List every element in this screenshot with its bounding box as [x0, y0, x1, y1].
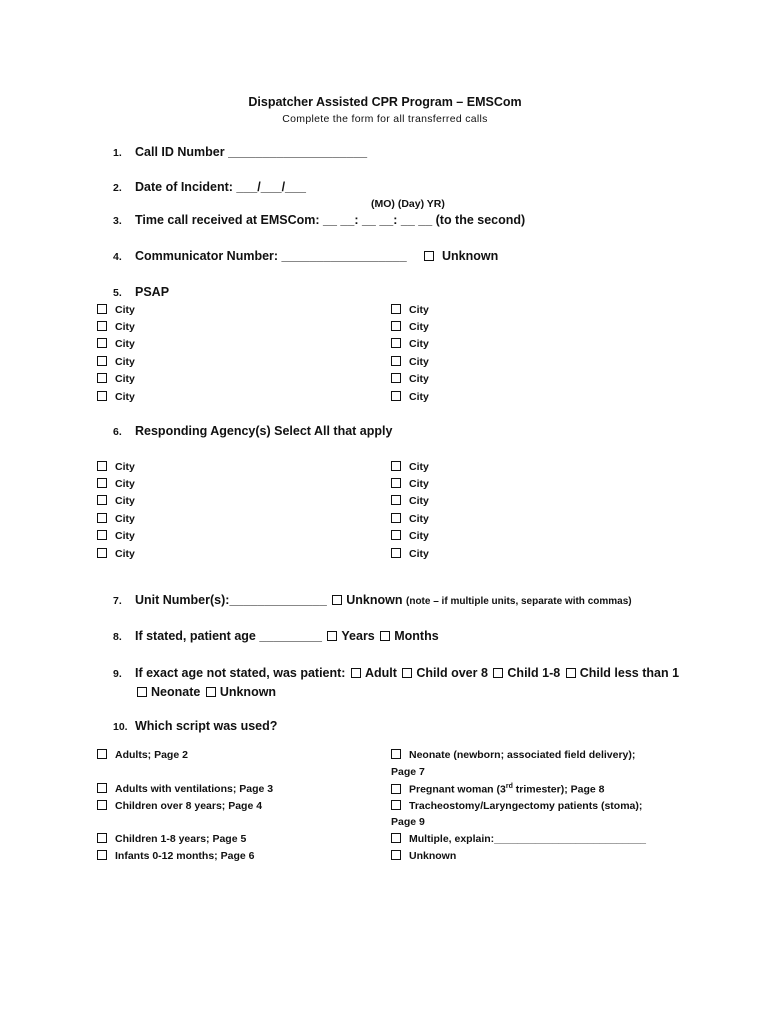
agency-option[interactable]: [391, 461, 429, 473]
unknown-label: Unknown: [219, 685, 277, 699]
checkbox-icon[interactable]: [97, 513, 107, 523]
checkbox-icon[interactable]: [391, 321, 401, 331]
agency-option[interactable]: [97, 495, 135, 507]
script-option-children-over-8[interactable]: [97, 800, 262, 812]
option-label: City: [409, 373, 429, 385]
checkbox-icon[interactable]: [351, 668, 361, 678]
checkbox-icon[interactable]: [97, 850, 107, 860]
checkbox-icon[interactable]: [97, 356, 107, 366]
agency-option[interactable]: [391, 495, 429, 507]
checkbox-icon[interactable]: [97, 391, 107, 401]
option-label: Unknown: [442, 249, 499, 263]
psap-option[interactable]: [391, 304, 429, 316]
psap-option[interactable]: [391, 356, 429, 368]
question-number: 1.: [113, 147, 122, 159]
option-label: Unknown: [409, 850, 457, 862]
question-label: If exact age not stated, was patient:: [135, 666, 346, 680]
psap-option[interactable]: [97, 338, 135, 350]
checkbox-icon[interactable]: [97, 783, 107, 793]
question-8: [113, 629, 439, 643]
checkbox-icon[interactable]: [332, 595, 342, 605]
checkbox-icon[interactable]: [391, 478, 401, 488]
agency-option[interactable]: [97, 530, 135, 542]
script-option-pregnant[interactable]: [391, 783, 604, 796]
question-number: 5.: [113, 287, 122, 299]
psap-option[interactable]: [391, 321, 429, 333]
psap-option[interactable]: [97, 321, 135, 333]
option-label: Neonate (newborn; associated field delivery);: [409, 749, 636, 761]
unit-note: (note – if multiple units, separate with commas): [406, 596, 632, 607]
question-5: [113, 285, 169, 299]
script-option-multiple[interactable]: [391, 833, 646, 845]
question-label: PSAP: [135, 285, 170, 299]
communicator-number-field[interactable]: Communicator Number: __________________: [135, 249, 407, 263]
option-label: City: [115, 321, 135, 333]
option-label: City: [409, 391, 429, 403]
checkbox-icon[interactable]: [493, 668, 503, 678]
child-less-1-label: Child less than 1: [579, 666, 680, 680]
agency-option[interactable]: [97, 461, 135, 473]
checkbox-icon[interactable]: [97, 321, 107, 331]
checkbox-icon[interactable]: [97, 548, 107, 558]
months-label: Months: [394, 629, 439, 643]
child-1-8-label: Child 1-8: [507, 666, 561, 680]
option-label: City: [115, 478, 135, 490]
checkbox-icon[interactable]: [97, 495, 107, 505]
unit-unknown-label: Unknown: [346, 593, 403, 607]
question-number: 8.: [113, 631, 122, 643]
checkbox-icon[interactable]: [97, 478, 107, 488]
option-label: City: [409, 530, 429, 542]
option-label: Adults with ventilations; Page 3: [115, 783, 274, 795]
checkbox-icon[interactable]: [137, 687, 147, 697]
psap-option[interactable]: [97, 391, 135, 403]
question-10: [113, 719, 277, 733]
unit-number-field[interactable]: Unit Number(s):______________: [135, 593, 327, 607]
script-option-infants[interactable]: [97, 850, 254, 862]
option-label: Tracheostomy/Laryngectomy patients (stoma);: [409, 800, 643, 812]
agency-option[interactable]: [97, 513, 135, 525]
call-id-field[interactable]: Call ID Number ____________________: [135, 145, 368, 159]
script-tracheostomy-page: Page 9: [391, 816, 425, 828]
script-neonate-page: Page 7: [391, 766, 425, 778]
psap-option[interactable]: [391, 338, 429, 350]
agency-option[interactable]: [391, 513, 429, 525]
checkbox-icon[interactable]: [424, 251, 434, 261]
checkbox-icon[interactable]: [206, 687, 216, 697]
checkbox-icon[interactable]: [391, 784, 401, 794]
question-2: [113, 180, 306, 194]
checkbox-icon[interactable]: [97, 304, 107, 314]
neonate-label: Neonate: [151, 685, 201, 699]
psap-option[interactable]: [97, 356, 135, 368]
option-label: City: [409, 548, 429, 560]
psap-option[interactable]: [97, 304, 135, 316]
script-option-neonate[interactable]: [391, 749, 635, 761]
ordinal-superscript: rd: [505, 783, 513, 790]
question-number: 4.: [113, 251, 122, 263]
checkbox-icon[interactable]: [566, 668, 576, 678]
checkbox-icon[interactable]: [380, 631, 390, 641]
agency-option[interactable]: [97, 548, 135, 560]
question-4: [113, 249, 407, 263]
checkbox-icon[interactable]: [97, 833, 107, 843]
incident-date-field[interactable]: Date of Incident: ___/___/___: [135, 180, 306, 194]
option-label: City: [115, 391, 135, 403]
question-3: [113, 213, 525, 227]
option-label: City: [409, 338, 429, 350]
script-option-adults[interactable]: [97, 749, 188, 761]
checkbox-icon[interactable]: [97, 800, 107, 810]
question-number: 6.: [113, 426, 122, 438]
question-9-line-2: [135, 685, 276, 699]
checkbox-icon[interactable]: [97, 338, 107, 348]
psap-option[interactable]: [391, 391, 429, 403]
checkbox-icon[interactable]: [391, 513, 401, 523]
script-option-tracheostomy[interactable]: [391, 800, 642, 812]
checkbox-icon[interactable]: [391, 749, 401, 759]
checkbox-icon[interactable]: [391, 391, 401, 401]
question-6: [113, 424, 392, 438]
question-7: [113, 593, 632, 607]
checkbox-icon[interactable]: [391, 338, 401, 348]
psap-option[interactable]: [97, 373, 135, 385]
option-label: City: [115, 461, 135, 473]
checkbox-icon[interactable]: [391, 833, 401, 843]
checkbox-icon[interactable]: [391, 356, 401, 366]
time-received-field[interactable]: Time call received at EMSCom: __ __: __ __: __ __ (to the second): [135, 213, 526, 227]
question-1: [113, 145, 367, 159]
question-number: 10.: [113, 721, 128, 733]
checkbox-icon[interactable]: [391, 461, 401, 471]
question-number: 9.: [113, 668, 122, 680]
communicator-unknown-option[interactable]: [424, 249, 498, 263]
option-label: City: [115, 548, 135, 560]
child-over-8-label: Child over 8: [416, 666, 488, 680]
years-label: Years: [341, 629, 375, 643]
checkbox-icon[interactable]: [97, 461, 107, 471]
option-label: City: [409, 321, 429, 333]
question-number: 3.: [113, 215, 122, 227]
agency-option[interactable]: [391, 548, 429, 560]
option-label: Infants 0-12 months; Page 6: [115, 850, 255, 862]
option-label: Pregnant woman (3: [409, 783, 506, 796]
checkbox-icon[interactable]: [97, 373, 107, 383]
checkbox-icon[interactable]: [391, 850, 401, 860]
checkbox-icon[interactable]: [391, 548, 401, 558]
script-option-adults-vent[interactable]: [97, 783, 273, 795]
option-label: City: [115, 495, 135, 507]
question-number: 2.: [113, 182, 122, 194]
question-label: Responding Agency(s) Select All that apply: [135, 424, 393, 438]
question-9: [113, 666, 679, 680]
option-label: City: [115, 304, 135, 316]
checkbox-icon[interactable]: [391, 495, 401, 505]
option-label: City: [409, 304, 429, 316]
checkbox-icon[interactable]: [391, 800, 401, 810]
option-label: City: [409, 478, 429, 490]
checkbox-icon[interactable]: [391, 304, 401, 314]
checkbox-icon[interactable]: [97, 530, 107, 540]
option-label: Adults; Page 2: [115, 749, 188, 761]
agency-option[interactable]: [391, 478, 429, 490]
checkbox-icon[interactable]: [327, 631, 337, 641]
form-title: Dispatcher Assisted CPR Program – EMSCom: [248, 95, 522, 109]
option-label: City: [409, 495, 429, 507]
option-label: City: [409, 356, 429, 368]
option-label: City: [115, 530, 135, 542]
option-label: City: [115, 338, 135, 350]
checkbox-icon[interactable]: [391, 530, 401, 540]
option-label: City: [409, 513, 429, 525]
option-label: Children 1-8 years; Page 5: [115, 833, 247, 845]
checkbox-icon[interactable]: [391, 373, 401, 383]
adult-label: Adult: [364, 666, 397, 680]
checkbox-icon[interactable]: [97, 749, 107, 759]
date-format-hint: (MO) (Day) YR): [371, 198, 445, 210]
checkbox-icon[interactable]: [402, 668, 412, 678]
script-option-unknown[interactable]: [391, 850, 456, 862]
patient-age-field[interactable]: If stated, patient age _________: [135, 629, 322, 643]
option-label: City: [115, 356, 135, 368]
option-label: trimester); Page 8: [512, 783, 605, 796]
script-option-children-1-8[interactable]: [97, 833, 246, 845]
psap-option[interactable]: [391, 373, 429, 385]
option-label: City: [115, 373, 135, 385]
question-number: 7.: [113, 595, 122, 607]
form-subtitle: Complete the form for all transferred calls: [282, 113, 488, 125]
agency-option[interactable]: [97, 478, 135, 490]
agency-option[interactable]: [391, 530, 429, 542]
option-label: Children over 8 years; Page 4: [115, 800, 263, 812]
question-label: Which script was used?: [135, 719, 278, 733]
option-label: City: [409, 461, 429, 473]
option-label: City: [115, 513, 135, 525]
option-label: Multiple, explain:__________________________: [409, 833, 647, 845]
